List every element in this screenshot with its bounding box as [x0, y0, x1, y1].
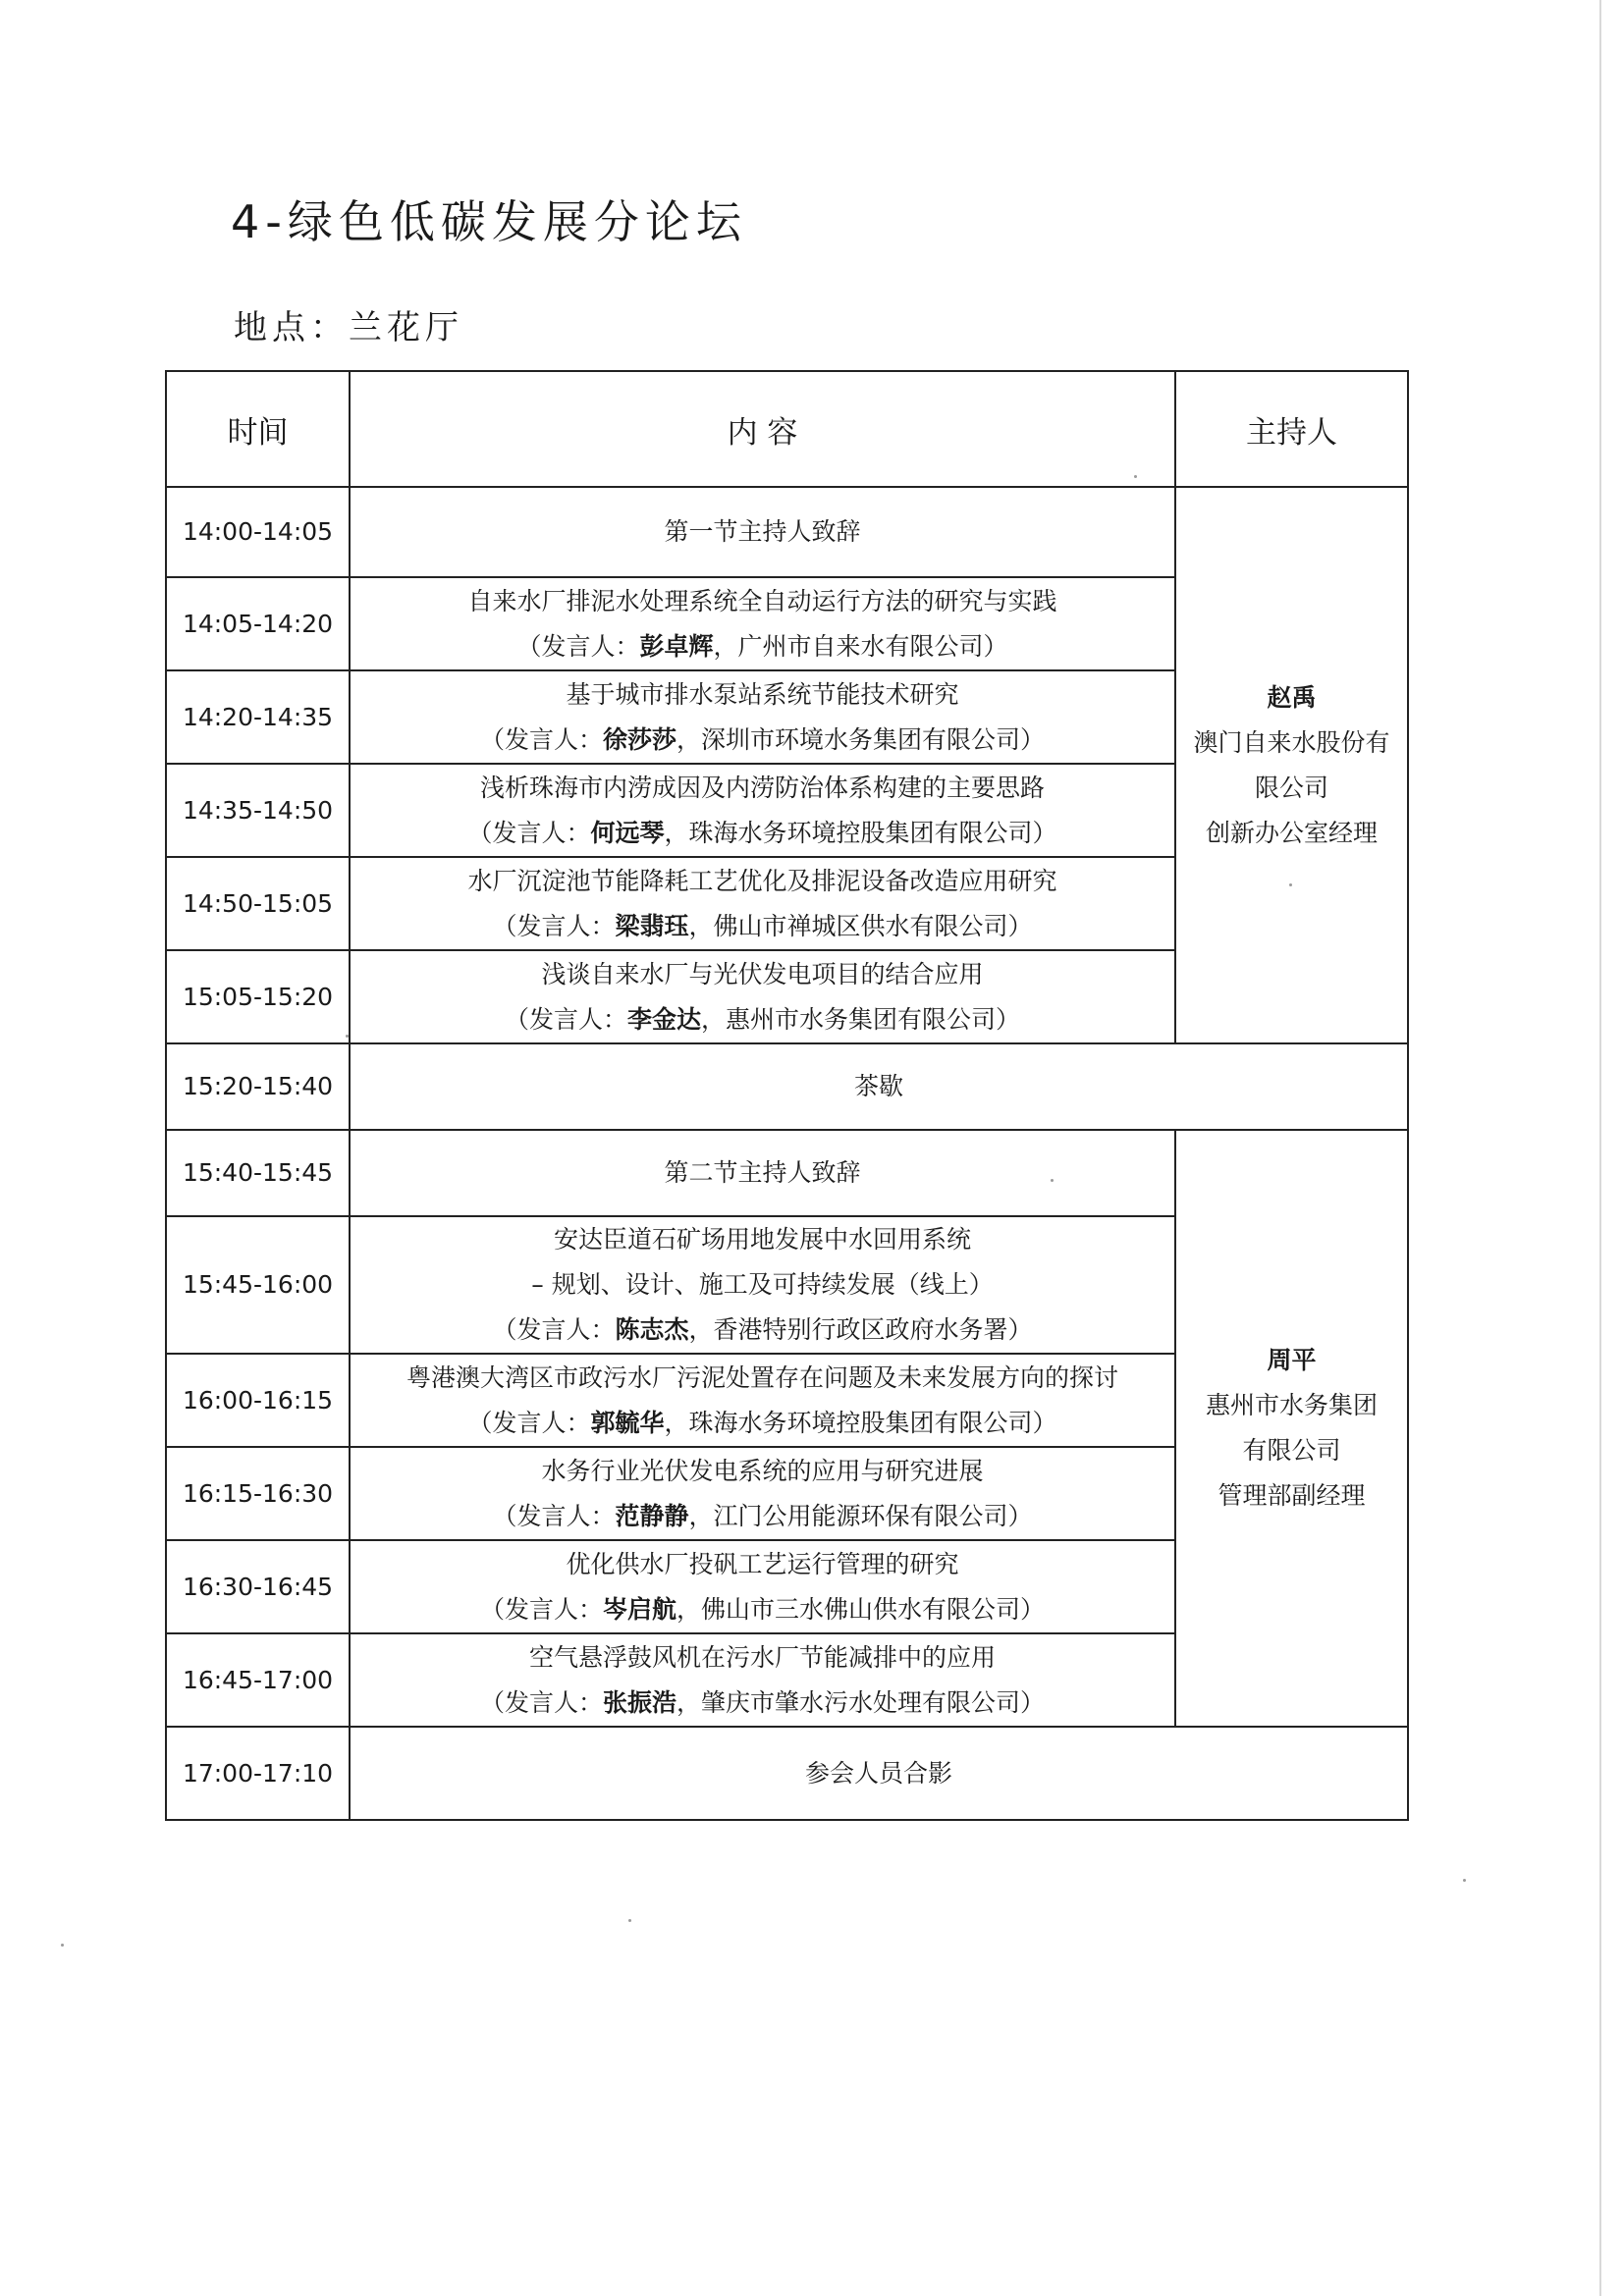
content-cell: [350, 857, 1175, 950]
host-name: 周平: [1267, 1346, 1317, 1374]
content-cell: [350, 1447, 1175, 1540]
speaker-affiliation: ，珠海水务环境控股集团有限公司）: [664, 1408, 1057, 1437]
speaker-line: [351, 1308, 1174, 1353]
speaker-affiliation: ，珠海水务环境控股集团有限公司）: [664, 818, 1057, 847]
scan-speck: [628, 1919, 631, 1922]
speaker-affiliation: ，佛山市三水佛山供水有限公司）: [676, 1594, 1046, 1624]
topic-title: 空气悬浮鼓风机在污水厂节能减排中的应用: [528, 1642, 996, 1672]
speaker-affiliation: ，肇庆市肇水污水处理有限公司）: [676, 1687, 1046, 1717]
time-cell: 15:05-15:20: [166, 950, 350, 1043]
host-org-line-2: 有限公司: [1242, 1436, 1341, 1465]
speaker-prefix: （发言人：: [492, 1501, 616, 1530]
speaker-line: [351, 1494, 1174, 1539]
speaker-prefix: （发言人：: [467, 818, 591, 847]
speaker-line: [351, 904, 1174, 949]
content-cell: [350, 1727, 1408, 1820]
host-org-line-2: 限公司: [1254, 773, 1328, 802]
speaker-affiliation: ，香港特别行政区政府水务署）: [688, 1315, 1033, 1344]
time-cell: 16:45-17:00: [166, 1633, 350, 1727]
speaker-prefix: （发言人：: [479, 1594, 603, 1624]
speaker-line: [351, 1587, 1174, 1632]
topic-title: 自来水厂排泥水处理系统全自动运行方法的研究与实践: [467, 586, 1057, 615]
location-label: 地点：兰花厅: [234, 308, 463, 347]
topic-title: 粤港澳大湾区市政污水厂污泥处置存在问题及未来发展方向的探讨: [406, 1362, 1118, 1392]
speaker-line: [351, 718, 1174, 763]
topic-title: 水务行业光伏发电系统的应用与研究进展: [541, 1456, 984, 1485]
content-cell: [350, 577, 1175, 670]
speaker-line: [351, 1681, 1174, 1726]
speaker-line: [351, 811, 1174, 856]
speaker-affiliation: ，广州市自来水有限公司）: [713, 631, 1008, 661]
topic-title: 浅析珠海市内涝成因及内涝防治体系构建的主要思路: [479, 773, 1045, 802]
speaker-affiliation: ，江门公用能源环保有限公司）: [688, 1501, 1033, 1530]
host-role: 管理部副经理: [1217, 1481, 1366, 1510]
content-cell: [350, 670, 1175, 764]
host-cell-session-2: [1175, 1130, 1408, 1727]
scan-speck: [1289, 883, 1292, 886]
speaker-name: 李金达: [626, 1004, 701, 1034]
topic-title: 优化供水厂投矾工艺运行管理的研究: [566, 1549, 959, 1578]
content-cell: [350, 764, 1175, 857]
page-edge-line: [1599, 0, 1601, 2296]
speaker-name: 郭毓华: [590, 1408, 665, 1437]
content-cell: [350, 487, 1175, 577]
topic-title: 浅谈自来水厂与光伏发电项目的结合应用: [541, 959, 984, 988]
content-line: 第二节主持人致辞: [664, 1158, 861, 1187]
header-time: 时间: [166, 371, 350, 487]
speaker-name: 张振浩: [602, 1687, 676, 1717]
speaker-name: 彭卓辉: [639, 631, 714, 661]
time-cell: 15:20-15:40: [166, 1043, 350, 1130]
content-cell: [350, 1130, 1175, 1216]
scan-speck: [1134, 475, 1137, 478]
speaker-prefix: （发言人：: [492, 1315, 616, 1344]
scan-speck: [61, 1944, 64, 1947]
table-row: [166, 487, 1408, 577]
content-cell: [350, 1633, 1175, 1727]
time-cell: 16:15-16:30: [166, 1447, 350, 1540]
speaker-name: 徐莎莎: [602, 724, 676, 754]
time-cell: 15:40-15:45: [166, 1130, 350, 1216]
content-cell: [350, 1216, 1175, 1354]
time-cell: 16:00-16:15: [166, 1354, 350, 1447]
speaker-prefix: （发言人：: [479, 724, 603, 754]
time-cell: 14:20-14:35: [166, 670, 350, 764]
table-row: [166, 1043, 1408, 1130]
speaker-name: 陈志杰: [615, 1315, 689, 1344]
speaker-prefix: （发言人：: [516, 631, 640, 661]
table-row: [166, 1727, 1408, 1820]
host-org-line-1: 澳门自来水股份有: [1193, 727, 1390, 757]
speaker-line: [351, 624, 1174, 669]
speaker-affiliation: ，佛山市禅城区供水有限公司）: [688, 911, 1033, 940]
speaker-prefix: （发言人：: [479, 1687, 603, 1717]
time-cell: 16:30-16:45: [166, 1540, 350, 1633]
content-cell: [350, 950, 1175, 1043]
speaker-name: 岑启航: [602, 1594, 676, 1624]
time-cell: 14:00-14:05: [166, 487, 350, 577]
speaker-name: 范静静: [615, 1501, 689, 1530]
topic-title: 水厂沉淀池节能降耗工艺优化及排泥设备改造应用研究: [467, 866, 1057, 895]
scan-speck: [1051, 1179, 1054, 1182]
table-header-row: [166, 371, 1408, 487]
host-name: 赵禹: [1267, 682, 1317, 712]
time-cell: 14:35-14:50: [166, 764, 350, 857]
header-content: 内 容: [350, 371, 1175, 487]
topic-title: 基于城市排水泵站系统节能技术研究: [566, 679, 959, 709]
time-cell: 15:45-16:00: [166, 1216, 350, 1354]
page-title: 4-绿色低碳发展分论坛: [231, 195, 747, 248]
content-line: 参会人员合影: [804, 1758, 952, 1788]
speaker-prefix: （发言人：: [467, 1408, 591, 1437]
host-role: 创新办公室经理: [1205, 818, 1378, 847]
content-line: 茶歇: [853, 1072, 903, 1100]
table-row: [166, 1130, 1408, 1216]
time-cell: 14:05-14:20: [166, 577, 350, 670]
content-cell: [350, 1043, 1408, 1130]
schedule-table: [165, 370, 1409, 1821]
speaker-name: 何远琴: [590, 818, 665, 847]
host-org-line-1: 惠州市水务集团: [1205, 1391, 1378, 1419]
host-cell-session-1: [1175, 487, 1408, 1043]
speaker-affiliation: ，惠州市水务集团有限公司）: [701, 1004, 1021, 1034]
speaker-prefix: （发言人：: [504, 1004, 627, 1034]
speaker-prefix: （发言人：: [492, 911, 616, 940]
scan-speck: [346, 1035, 349, 1038]
content-cell: [350, 1540, 1175, 1633]
time-cell: 14:50-15:05: [166, 857, 350, 950]
scan-speck: [1463, 1879, 1466, 1882]
speaker-line: [351, 997, 1174, 1042]
speaker-affiliation: ，深圳市环境水务集团有限公司）: [676, 724, 1046, 754]
topic-subtitle: – 规划、设计、施工及可持续发展（线上）: [531, 1270, 994, 1299]
time-cell: 17:00-17:10: [166, 1727, 350, 1820]
content-cell: [350, 1354, 1175, 1447]
speaker-line: [351, 1401, 1174, 1446]
speaker-name: 梁翡珏: [615, 911, 689, 940]
topic-title: 安达臣道石矿场用地发展中水回用系统: [553, 1225, 971, 1254]
header-host: 主持人: [1175, 371, 1408, 487]
content-line: 第一节主持人致辞: [664, 517, 861, 546]
